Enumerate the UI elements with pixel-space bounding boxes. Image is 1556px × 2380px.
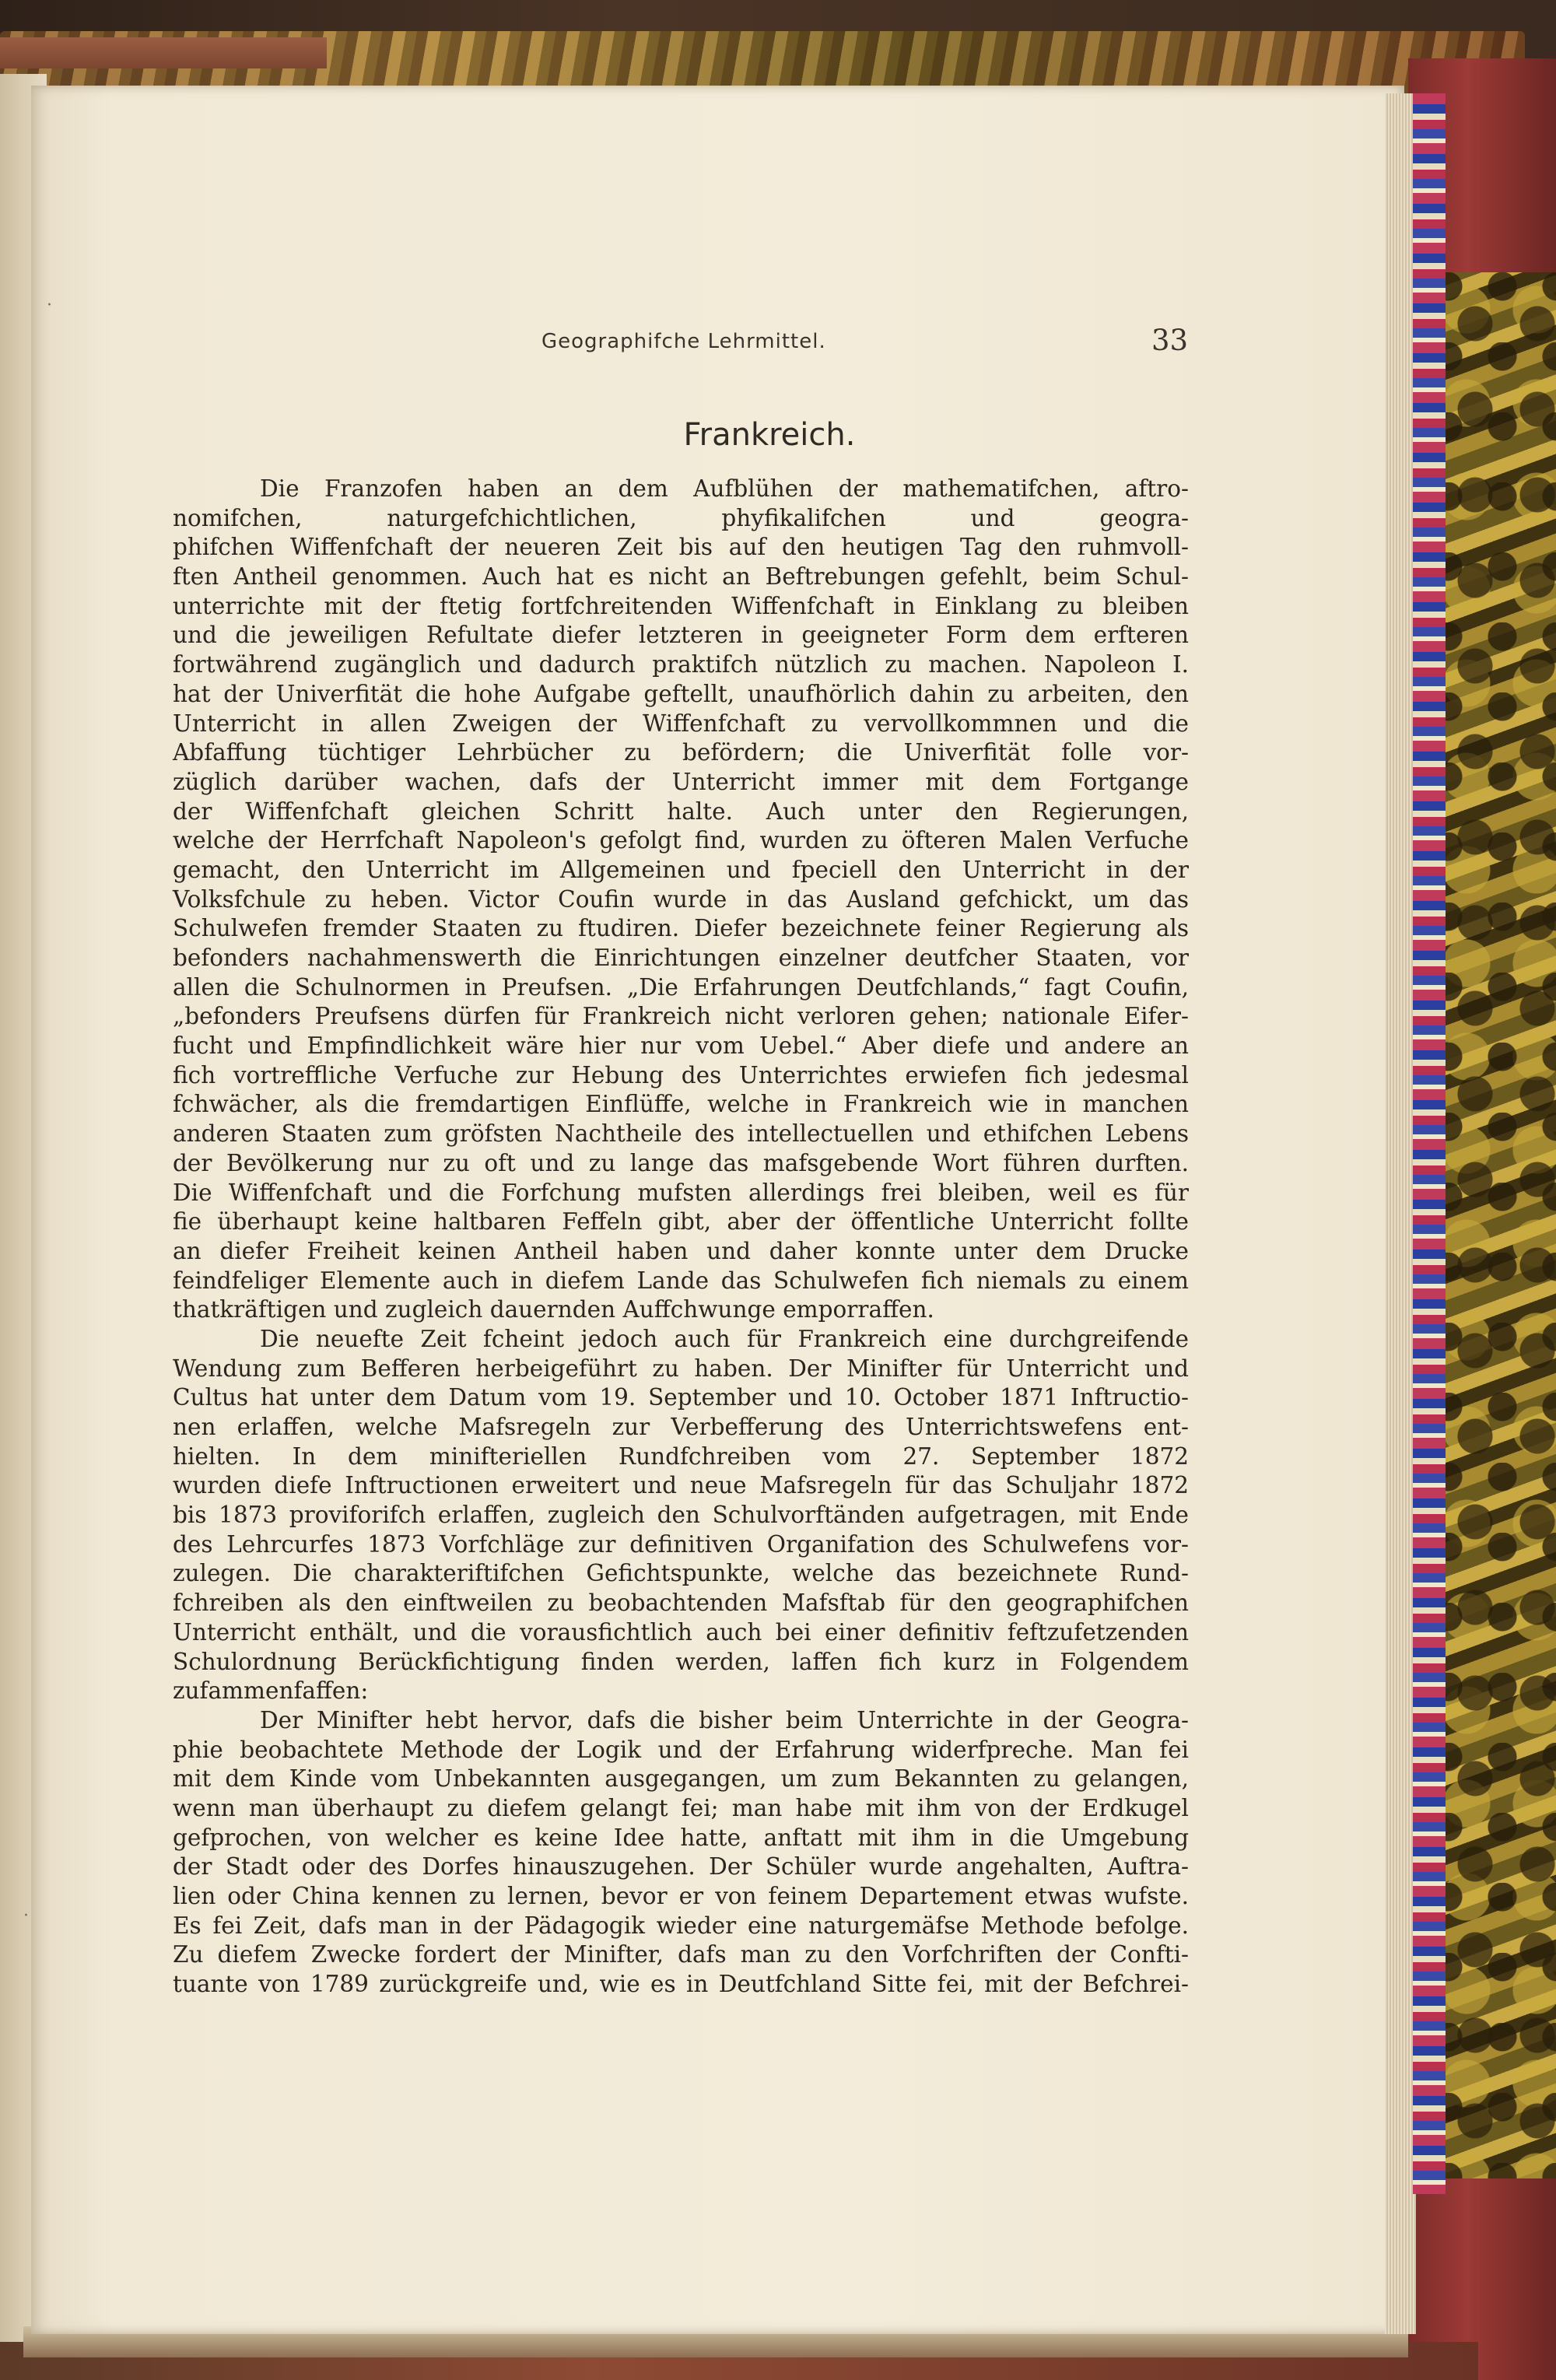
text-line: der Wiffenfchaft gleichen Schritt halte. Auch unter den Regierungen, bbox=[173, 797, 1189, 825]
page-mark: · bbox=[23, 1906, 29, 1926]
text-line: Volksfchule zu heben. Victor Coufin wurde in das Ausland gefchickt, um das bbox=[173, 885, 1189, 913]
text-line: wurden diefe Inftructionen erweitert und neue Mafsregeln für das Schuljahr 1872 bbox=[173, 1472, 1189, 1499]
text-line: des Lehrcurfes 1873 Vorfchläge zur definitiven Organifation des Schulwefens vor- bbox=[173, 1530, 1189, 1558]
text-line: fchwächer, als die fremdartigen Einflüffe, welche in Frankreich wie in manchen bbox=[173, 1091, 1189, 1118]
text-line: phifchen Wiffenfchaft der neueren Zeit bis auf den heutigen Tag den ruhmvoll- bbox=[173, 534, 1189, 561]
text-line: fich vortreffliche Verfuche zur Hebung des Unterrichtes erwiefen fich jedesmal bbox=[173, 1061, 1189, 1088]
text-line: fortwährend zugänglich und dadurch praktifch nützlich zu machen. Napoleon I. bbox=[173, 651, 1189, 678]
text-line: wenn man überhaupt zu diefem gelangt fei; man habe mit ihm von der Erdkugel bbox=[173, 1794, 1189, 1821]
text-line: lien oder China kennen zu lernen, bevor er von feinem Departement etwas wufste. bbox=[173, 1883, 1189, 1909]
text-line: zufammenfaffen: bbox=[173, 1677, 369, 1705]
text-line: allen die Schulnormen in Preufsen. „Die Erfahrungen Deutfchlands,“ fagt Coufin, bbox=[173, 973, 1189, 1001]
text-line: fucht und Empfindlichkeit wäre hier nur vom Uebel.“ Aber diefe und andere an bbox=[173, 1032, 1189, 1060]
text-line: befonders nachahmenswerth die Einrichtungen einzelner deutfcher Staaten, vor bbox=[173, 945, 1189, 971]
text-line: und die jeweiligen Refultate diefer letzteren in geeigneter Form dem erfteren bbox=[173, 622, 1189, 649]
text-line: gemacht, den Unterricht im Allgemeinen und fpeciell den Unterricht in der bbox=[173, 856, 1189, 883]
text-line: tuante von 1789 zurückgreife und, wie es in Deutfchland Sitte fei, mit der Befchrei- bbox=[173, 1971, 1189, 1998]
text-line: bis 1873 proviforifch erlaffen, zugleich den Schulvorftänden aufgetragen, mit Ende bbox=[173, 1502, 1189, 1529]
text-line: der Stadt oder des Dorfes hinauszugehen. Der Schüler wurde angehalten, Auftra- bbox=[173, 1853, 1189, 1881]
text-line: welche der Herrfchaft Napoleon's gefolgt find, wurden zu öfteren Malen Verfuche bbox=[173, 827, 1189, 854]
text-line: Schulwefen fremder Staaten zu ftudiren. Diefer bezeichnete feiner Regierung als bbox=[173, 915, 1189, 942]
text-line: thatkräftigen und zugleich dauernden Auffchwunge emporraffen. bbox=[173, 1296, 934, 1323]
text-line: unterrichte mit der ftetig fortfchreitenden Wiffenfchaft in Einklang zu bleiben bbox=[173, 592, 1189, 619]
text-line: züglich darüber wachen, dafs der Unterricht immer mit dem Fortgange bbox=[173, 768, 1189, 795]
text-line: anderen Staaten zum gröfsten Nachtheile des intellectuellen und ethifchen Lebens bbox=[173, 1120, 1189, 1148]
marbled-endpaper bbox=[1432, 272, 1556, 2178]
text-line: Schulordnung Berückfichtigung finden werden, laffen fich kurz in Folgendem bbox=[173, 1648, 1189, 1675]
text-line: „befonders Preufsens dürfen für Frankreich nicht verloren gehen; nationale Eifer- bbox=[173, 1003, 1189, 1030]
text-line: Die Wiffenfchaft und die Forfchung mufsten allerdings frei bleiben, weil es für bbox=[173, 1179, 1189, 1206]
body-text bbox=[173, 475, 1189, 2000]
text-line: fchreiben als den einftweilen zu beobachtenden Mafsftab für den geographifchen bbox=[173, 1590, 1189, 1617]
text-line: mit dem Kinde vom Unbekannten ausgegangen, um zum Bekannten zu gelangen, bbox=[173, 1765, 1189, 1793]
text-line: zulegen. Die charakteriftifchen Gefichtspunkte, welche das bezeichnete Rund- bbox=[173, 1560, 1189, 1587]
running-head-title: Geographifche Lehrmittel. bbox=[541, 330, 826, 353]
book-cover-leather bbox=[0, 37, 327, 68]
text-line: nen erlaffen, welche Mafsregeln zur Verbefferung des Unterrichtswefens ent- bbox=[173, 1414, 1189, 1440]
text-line: Cultus hat unter dem Datum vom 19. September und 10. October 1871 Inftructio- bbox=[173, 1384, 1189, 1411]
text-line: Der Minifter hebt hervor, dafs die bisher beim Unterrichte in der Geogra- bbox=[260, 1706, 1189, 1733]
text-line: Unterricht enthält, und die vorausfichtlich auch bei einer definitiv feftzufetzenden bbox=[173, 1618, 1189, 1646]
text-line: feindfeliger Elemente auch in diefem Lande das Schulwefen fich niemals zu einem bbox=[173, 1267, 1189, 1294]
text-line: der Bevölkerung nur zu oft und zu lange das mafsgebende Wort führen durften. bbox=[173, 1149, 1189, 1176]
text-line: an diefer Freiheit keinen Antheil haben und daher konnte unter dem Drucke bbox=[173, 1237, 1189, 1264]
text-line: fie überhaupt keine haltbaren Feffeln gibt, aber der öffentliche Unterricht follte bbox=[173, 1208, 1189, 1236]
text-line: Die neuefte Zeit fcheint jedoch auch für Frankreich eine durchgreifende bbox=[260, 1325, 1189, 1352]
text-line: gefprochen, von welcher es keine Idee hatte, anftatt mit ihm in die Umgebung bbox=[173, 1824, 1189, 1851]
chapter-title: Frankreich. bbox=[683, 417, 856, 453]
text-line: Unterricht in allen Zweigen der Wiffenfchaft zu vervollkommnen und die bbox=[173, 710, 1189, 737]
running-head bbox=[0, 325, 1556, 364]
text-line: Die Franzofen haben an dem Aufblühen der mathematifchen, aftro- bbox=[260, 475, 1189, 502]
text-line: phie beobachtete Methode der Logik und der Erfahrung widerfpreche. Man fei bbox=[173, 1736, 1189, 1763]
text-line: Zu diefem Zwecke fordert der Minifter, dafs man zu den Vorfchriften der Confti- bbox=[173, 1941, 1189, 1968]
page-mark: · bbox=[47, 296, 52, 315]
text-line: ften Antheil genommen. Auch hat es nicht an Beftrebungen gefehlt, beim Schul- bbox=[173, 563, 1189, 591]
text-line: Abfaffung tüchtiger Lehrbücher zu befördern; die Univerfität folle vor- bbox=[173, 739, 1189, 766]
marbled-page-edge bbox=[1413, 93, 1446, 2194]
page-number: 33 bbox=[1151, 324, 1189, 357]
text-line: hielten. In dem minifteriellen Rundfchreiben vom 27. September 1872 bbox=[173, 1442, 1189, 1470]
text-line: Wendung zum Befferen herbeigeführt zu haben. Der Minifter für Unterricht und bbox=[173, 1355, 1189, 1382]
text-line: Es fei Zeit, dafs man in der Pädagogik wieder eine naturgemäfse Methode befolge. bbox=[173, 1912, 1189, 1939]
text-line: hat der Univerfität die hohe Aufgabe geftellt, unaufhörlich dahin zu arbeiten, den bbox=[173, 680, 1189, 707]
text-line: nomifchen, naturgefchichtlichen, phyfikalifchen und geogra- bbox=[173, 504, 1189, 531]
